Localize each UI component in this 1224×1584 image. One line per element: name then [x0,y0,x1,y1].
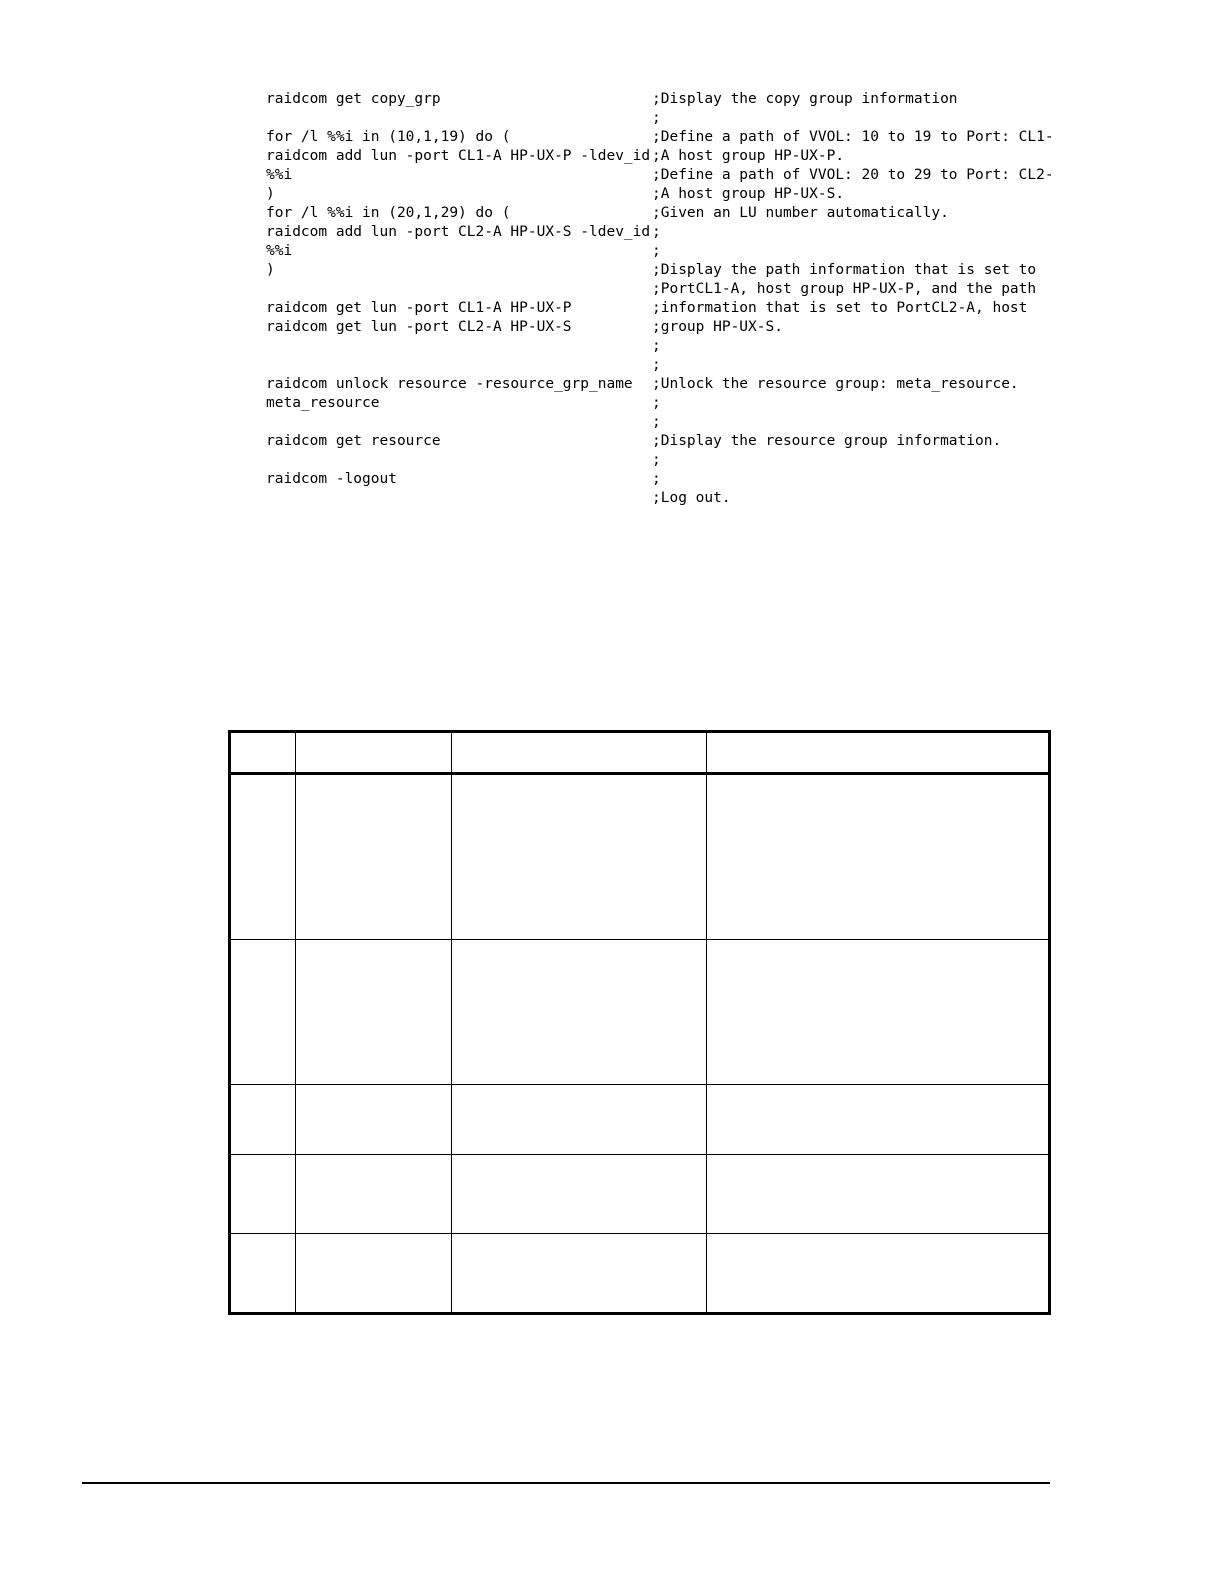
comment-line: ; [652,395,661,411]
code-line: raidcom add lun -port CL2-A HP-UX-S -ldev_id [266,224,651,240]
code-line: raidcom add lun -port CL1-A HP-UX-P -ldev_id [266,148,651,164]
code-line: raidcom get lun -port CL2-A HP-UX-S [266,319,572,335]
code-line: raidcom unlock resource -resource_grp_name [266,376,633,392]
comment-line: ;Given an LU number automatically. [652,205,949,221]
comment-line: ; [652,243,661,259]
code-line: raidcom get lun -port CL1-A HP-UX-P [266,300,572,316]
comment-line: ;A host group HP-UX-S. [652,186,845,202]
code-line: %%i [266,243,293,259]
comment-line: ;information that is set to PortCL2-A, host [652,300,1028,316]
comment-line: ;Define a path of VVOL: 10 to 19 to Port: CL1- [652,129,1054,145]
comment-line: ; [652,452,661,468]
code-line: for /l %%i in (10,1,19) do ( [266,129,511,145]
code-line: meta_resource [266,395,380,411]
code-line: ) [266,262,275,278]
code-line: raidcom get resource [266,433,441,449]
empty-table [228,730,1051,1315]
row-divider [231,1233,1048,1234]
comment-line: ; [652,357,661,373]
code-line: ) [266,186,275,202]
header-separator [231,772,1048,775]
comment-line: ;Display the copy group information [652,91,958,107]
code-line: raidcom get copy_grp [266,91,441,107]
code-line: raidcom -logout [266,471,397,487]
row-divider [231,1154,1048,1155]
comment-line: ; [652,471,661,487]
comment-line: ;Define a path of VVOL: 20 to 29 to Port: CL2- [652,167,1054,183]
comment-line: ; [652,414,661,430]
comment-line: ;group HP-UX-S. [652,319,783,335]
comment-line: ;PortCL1-A, host group HP-UX-P, and the path [652,281,1037,297]
row-divider [231,939,1048,940]
comment-line: ;Display the path information that is set to [652,262,1037,278]
column-divider [451,733,452,1312]
column-divider [295,733,296,1312]
code-line: for /l %%i in (20,1,29) do ( [266,205,511,221]
comment-line: ; [652,338,661,354]
comment-line: ; [652,224,661,240]
row-divider [231,1084,1048,1085]
comment-line: ;A host group HP-UX-P. [652,148,845,164]
footer-rule [82,1482,1050,1484]
comment-line: ;Log out. [652,490,731,506]
comment-line: ; [652,110,661,126]
comment-line: ;Unlock the resource group: meta_resource. [652,376,1019,392]
comment-line: ;Display the resource group information. [652,433,1002,449]
code-line: %%i [266,167,293,183]
column-divider [706,733,707,1312]
